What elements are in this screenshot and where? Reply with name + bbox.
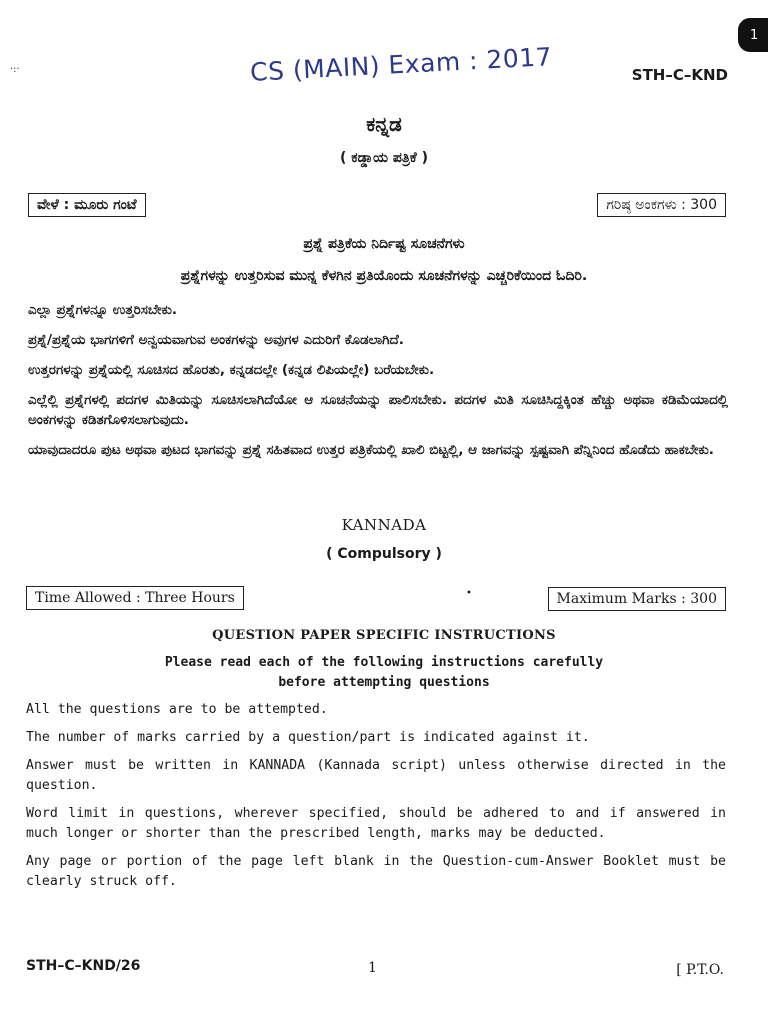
page-number-badge: 1	[738, 18, 768, 52]
exam-stamp: CS (MAIN) Exam : 2017	[249, 42, 553, 87]
list-item: ಎಲ್ಲೆಲ್ಲಿ ಪ್ರಶ್ನೆಗಳಲ್ಲಿ ಪದಗಳ ಮಿತಿಯನ್ನು ಸೂಚಿಸಲಾಗಿದೆಯೋ ಆ ಸೂಚನೆಯನ್ನು ಪಾಲಿಸಬೇಕು. ಪದಗಳ ಮಿತಿ ಸೂಚಿಸಿದ್ದಕ್ಕಿಂತ ಹೆಚ್ಚು ಅಥವಾ ಕಡಿಮೆಯಾದಲ್ಲಿ ಅಂಕಗಳನ್ನು ಕಡಿತಗೊಳಿಸಲಾಗುವುದು.	[28, 392, 728, 428]
english-subtitle: ( Compulsory )	[326, 546, 442, 562]
english-read-line-1: Please read each of the following instructions carefully	[164, 655, 604, 670]
kannada-time-box: ವೇಳೆ : ಮೂರು ಗಂಟೆ	[28, 193, 146, 217]
footer-page-number: 1	[368, 960, 377, 976]
list-item: ಯಾವುದಾದರೂ ಪುಟ ಅಥವಾ ಪುಟದ ಭಾಗವನ್ನು ಪ್ರಶ್ನೆ ಸಹಿತವಾದ ಉತ್ತರ ಪತ್ರಿಕೆಯಲ್ಲಿ ಖಾಲಿ ಬಿಟ್ಟಲ್ಲಿ, ಆ ಜಾಗವನ್ನು ಸ್ಪಷ್ಟವಾಗಿ ಪೆನ್ನಿನಿಂದ ಹೊಡೆದು ಹಾಕಬೇಕು.	[28, 442, 714, 458]
list-item: ಎಲ್ಲಾ ಪ್ರಶ್ನೆಗಳನ್ನೂ ಉತ್ತರಿಸಬೇಕು.	[28, 302, 178, 318]
english-read-line-2: before attempting questions	[278, 675, 490, 690]
kannada-instruction-list	[28, 300, 728, 470]
footer-pto: [ P.T.O.	[676, 962, 724, 978]
list-item: Answer must be written in KANNADA (Kannada script) unless otherwise directed in the question.	[26, 758, 726, 793]
english-instruction-list	[26, 700, 726, 900]
scan-mark: •	[466, 588, 472, 599]
kannada-marks-box: ಗರಿಷ್ಠ ಅಂಕಗಳು : 300	[597, 193, 726, 217]
english-time-box: Time Allowed : Three Hours	[26, 586, 244, 610]
list-item: ಉತ್ತರಗಳನ್ನು ಪ್ರಶ್ನೆಯಲ್ಲಿ ಸೂಚಿಸದ ಹೊರತು, ಕನ್ನಡದಲ್ಲೇ (ಕನ್ನಡ ಲಿಪಿಯಲ್ಲೇ) ಬರೆಯಬೇಕು.	[28, 362, 435, 378]
english-marks-box: Maximum Marks : 300	[548, 587, 726, 611]
list-item: The number of marks carried by a question/part is indicated against it.	[26, 730, 590, 745]
list-item: All the questions are to be attempted.	[26, 702, 328, 717]
list-item: Word limit in questions, wherever specified, should be adhered to and if answered in much longer or shorter than the prescribed length, marks may be deducted.	[26, 806, 726, 841]
list-item: ಪ್ರಶ್ನೆ/ಪ್ರಶ್ನೆಯ ಭಾಗಗಳಿಗೆ ಅನ್ವಯವಾಗುವ ಅಂಕಗಳನ್ನು ಅವುಗಳ ಎದುರಿಗೆ ಕೊಡಲಾಗಿದೆ.	[28, 332, 404, 348]
english-title: KANNADA	[341, 516, 427, 534]
scan-mark: ·:·	[10, 64, 20, 75]
footer-paper-code: STH–C–KND/26	[26, 958, 141, 974]
paper-code: STH–C–KND	[631, 66, 728, 84]
kannada-instructions-read: ಪ್ರಶ್ನೆಗಳನ್ನು ಉತ್ತರಿಸುವ ಮುನ್ನ ಕೆಳಗಿನ ಪ್ರತಿಯೊಂದು ಸೂಚನೆಗಳನ್ನು ಎಚ್ಚರಿಕೆಯಿಂದ ಓದಿರಿ.	[180, 268, 588, 284]
kannada-instructions-heading: ಪ್ರಶ್ನೆ ಪತ್ರಿಕೆಯ ನಿರ್ದಿಷ್ಟ ಸೂಚನೆಗಳು	[303, 236, 465, 252]
kannada-subtitle: ( ಕಡ್ಡಾಯ ಪತ್ರಿಕೆ )	[340, 150, 428, 166]
list-item: Any page or portion of the page left blank in the Question-cum-Answer Booklet must be clearly struck off.	[26, 854, 726, 889]
english-instructions-heading: QUESTION PAPER SPECIFIC INSTRUCTIONS	[212, 628, 556, 643]
kannada-title: ಕನ್ನಡ	[366, 112, 402, 136]
